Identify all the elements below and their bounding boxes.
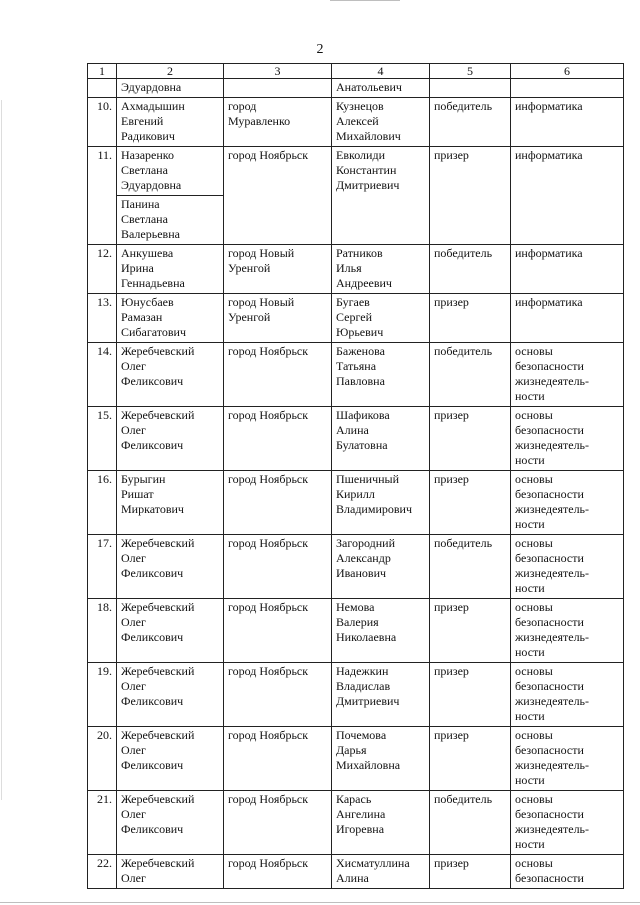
result-status: призер <box>430 855 511 889</box>
page-number: 2 <box>316 42 324 57</box>
result-status <box>430 79 511 98</box>
subject: основы безопасности жизнедеятель- ности <box>511 471 624 535</box>
municipality: город Ноябрьск <box>224 791 332 855</box>
student-name: Шафикова Алина Булатовна <box>332 407 430 471</box>
municipality <box>224 79 332 98</box>
teacher-name: Назаренко Светлана Эдуардовна <box>117 147 224 196</box>
row-number: 13. <box>88 294 117 343</box>
scan-artifact-left <box>1 100 2 800</box>
municipality: город Ноябрьск <box>224 407 332 471</box>
teacher-name: Жеребчевский Олег Феликсович <box>117 663 224 727</box>
municipality: город Ноябрьск <box>224 727 332 791</box>
result-status: призер <box>430 471 511 535</box>
result-status: призер <box>430 294 511 343</box>
scan-artifact-bottom <box>0 902 640 903</box>
student-name: Евколиди Константин Дмитриевич <box>332 147 430 245</box>
table-row <box>88 245 624 294</box>
municipality: город Ноябрьск <box>224 855 332 889</box>
table-row <box>88 791 624 855</box>
municipality: город Ноябрьск <box>224 663 332 727</box>
student-name: Хисматуллина Алина <box>332 855 430 889</box>
teacher-name: Жеребчевский Олег Феликсович <box>117 535 224 599</box>
student-name: Кузнецов Алексей Михайлович <box>332 98 430 147</box>
row-number: 15. <box>88 407 117 471</box>
municipality: город Ноябрьск <box>224 343 332 407</box>
table-row <box>88 855 624 889</box>
result-status: победитель <box>430 245 511 294</box>
teacher-name: Жеребчевский Олег <box>117 855 224 889</box>
student-name: Немова Валерия Николаевна <box>332 599 430 663</box>
row-number: 16. <box>88 471 117 535</box>
table-row <box>88 663 624 727</box>
subject: основы безопасности жизнедеятель- ности <box>511 407 624 471</box>
column-header: 6 <box>511 64 624 79</box>
result-status: призер <box>430 147 511 245</box>
result-status: победитель <box>430 535 511 599</box>
municipality: город Ноябрьск <box>224 471 332 535</box>
student-name: Баженова Татьяна Павловна <box>332 343 430 407</box>
table-body <box>88 79 624 889</box>
result-status: призер <box>430 599 511 663</box>
table-row <box>88 98 624 147</box>
student-name: Почемова Дарья Михайловна <box>332 727 430 791</box>
teacher-name: Эдуардовна <box>117 79 224 98</box>
teacher-name: Жеребчевский Олег Феликсович <box>117 599 224 663</box>
student-name: Бугаев Сергей Юрьевич <box>332 294 430 343</box>
table-row <box>88 471 624 535</box>
table-row <box>88 147 624 196</box>
row-number: 21. <box>88 791 117 855</box>
subject <box>511 79 624 98</box>
result-status: победитель <box>430 343 511 407</box>
subject: основы безопасности жизнедеятель- ности <box>511 791 624 855</box>
row-number: 10. <box>88 98 117 147</box>
result-status: победитель <box>430 98 511 147</box>
teacher-name: Жеребчевский Олег Феликсович <box>117 727 224 791</box>
results-table <box>87 63 624 889</box>
teacher-name: Панина Светлана Валерьевна <box>117 196 224 245</box>
subject: основы безопасности жизнедеятель- ности <box>511 599 624 663</box>
table-row <box>88 79 624 98</box>
subject: основы безопасности жизнедеятель- ности <box>511 727 624 791</box>
row-number: 14. <box>88 343 117 407</box>
table-row <box>88 599 624 663</box>
column-header: 3 <box>224 64 332 79</box>
subject: основы безопасности жизнедеятель- ности <box>511 663 624 727</box>
municipality: город Новый Уренгой <box>224 245 332 294</box>
result-status: призер <box>430 407 511 471</box>
row-number: 19. <box>88 663 117 727</box>
student-name: Ратников Илья Андреевич <box>332 245 430 294</box>
student-name: Загородний Александр Иванович <box>332 535 430 599</box>
subject: основы безопасности жизнедеятель- ности <box>511 535 624 599</box>
row-number <box>88 79 117 98</box>
student-name: Анатольевич <box>332 79 430 98</box>
municipality: город Муравленко <box>224 98 332 147</box>
subject: информатика <box>511 294 624 343</box>
subject: информатика <box>511 245 624 294</box>
subject: информатика <box>511 147 624 245</box>
teacher-name: Юнусбаев Рамазан Сибагатович <box>117 294 224 343</box>
column-header: 1 <box>88 64 117 79</box>
column-header: 5 <box>430 64 511 79</box>
municipality: город Новый Уренгой <box>224 294 332 343</box>
result-status: призер <box>430 663 511 727</box>
subject: информатика <box>511 98 624 147</box>
table-row <box>88 535 624 599</box>
result-status: призер <box>430 727 511 791</box>
header-row <box>88 64 624 79</box>
result-status: победитель <box>430 791 511 855</box>
row-number: 22. <box>88 855 117 889</box>
row-number: 20. <box>88 727 117 791</box>
teacher-name: Анкушева Ирина Геннадьевна <box>117 245 224 294</box>
municipality: город Ноябрьск <box>224 535 332 599</box>
column-header: 4 <box>332 64 430 79</box>
teacher-name: Жеребчевский Олег Феликсович <box>117 343 224 407</box>
table-row <box>88 294 624 343</box>
row-number: 11. <box>88 147 117 245</box>
table-row <box>88 407 624 471</box>
table-row <box>88 343 624 407</box>
scan-artifact-top <box>330 0 400 1</box>
student-name: Карась Ангелина Игоревна <box>332 791 430 855</box>
teacher-name: Ахмадышин Евгений Радикович <box>117 98 224 147</box>
table-row <box>88 727 624 791</box>
subject: основы безопасности <box>511 855 624 889</box>
teacher-name: Жеребчевский Олег Феликсович <box>117 791 224 855</box>
teacher-name: Бурыгин Ришат Миркатович <box>117 471 224 535</box>
student-name: Пшеничный Кирилл Владимирович <box>332 471 430 535</box>
municipality: город Ноябрьск <box>224 599 332 663</box>
municipality: город Ноябрьск <box>224 147 332 245</box>
subject: основы безопасности жизнедеятель- ности <box>511 343 624 407</box>
row-number: 18. <box>88 599 117 663</box>
row-number: 17. <box>88 535 117 599</box>
student-name: Надежкин Владислав Дмитриевич <box>332 663 430 727</box>
teacher-name: Жеребчевский Олег Феликсович <box>117 407 224 471</box>
row-number: 12. <box>88 245 117 294</box>
column-header: 2 <box>117 64 224 79</box>
